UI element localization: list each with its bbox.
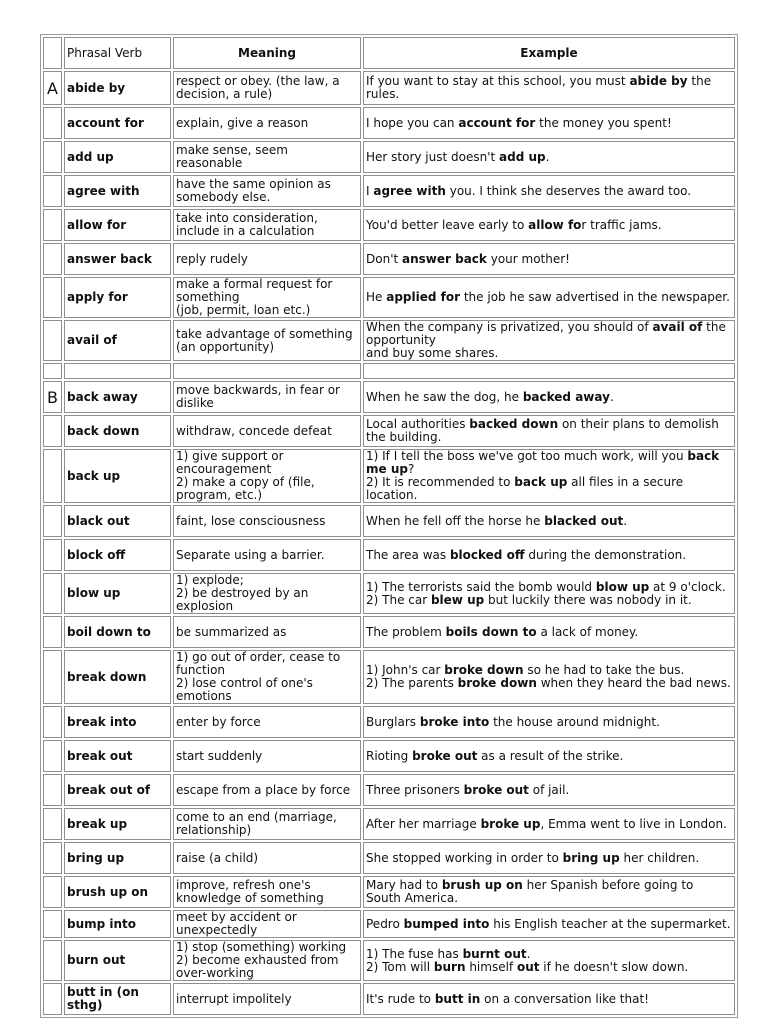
example-highlight: back up — [514, 475, 568, 489]
section-letter — [43, 175, 62, 207]
table-row — [43, 910, 735, 938]
example — [363, 940, 735, 981]
example-highlight: answer back — [402, 251, 487, 266]
section-letter — [43, 616, 62, 648]
table-row — [43, 381, 735, 413]
meaning: raise (a child) — [173, 842, 361, 874]
example-highlight: abide by — [629, 74, 688, 88]
example — [363, 650, 735, 704]
example-text: the job he saw advertised in the newspaper. — [460, 290, 730, 304]
section-letter — [43, 706, 62, 738]
meaning: start suddenly — [173, 740, 361, 772]
section-letter — [43, 539, 62, 571]
example-text: 1) If I tell the boss we've got too much work, will you — [366, 449, 688, 463]
section-letter: B — [43, 381, 62, 413]
section-letter — [43, 808, 62, 840]
table-row — [43, 363, 735, 379]
phrasal-verb: black out — [64, 505, 171, 537]
section-letter — [43, 107, 62, 139]
phrasal-verb: bring up — [64, 842, 171, 874]
example — [363, 706, 735, 738]
example-text: Mary had to — [366, 878, 442, 892]
example-text: Local authorities — [366, 417, 470, 431]
meaning — [173, 363, 361, 379]
header-meaning: Meaning — [173, 37, 361, 69]
example-text: When he saw the dog, he — [366, 389, 523, 404]
meaning: move backwards, in fear or dislike — [173, 381, 361, 413]
section-letter — [43, 910, 62, 938]
meaning: withdraw, concede defeat — [173, 415, 361, 447]
header-phrasal-verb: Phrasal Verb — [64, 37, 171, 69]
table-row — [43, 808, 735, 840]
example — [363, 277, 735, 318]
example-text: If you want to stay at this school, you must — [366, 74, 630, 88]
example-text: at 9 o'clock. 2) The car — [366, 579, 726, 607]
example-text: so he had to take the bus. 2) The parents — [366, 663, 685, 690]
phrasal-verb: break out of — [64, 774, 171, 806]
phrasal-verb: back up — [64, 449, 171, 503]
meaning: respect or obey. (the law, a decision, a rule) — [173, 71, 361, 105]
phrasal-verb: block off — [64, 539, 171, 571]
example — [363, 363, 735, 379]
table-row — [43, 277, 735, 318]
example — [363, 175, 735, 207]
meaning: improve, refresh one's knowledge of something — [173, 876, 361, 908]
example — [363, 539, 735, 571]
section-letter — [43, 209, 62, 241]
example-text: The area was — [366, 547, 450, 562]
section-letter — [43, 277, 62, 318]
table-row — [43, 940, 735, 981]
phrasal-verb: bump into — [64, 910, 171, 938]
example-highlight: boils down to — [445, 624, 537, 639]
example-text: , Emma went to live in London. — [540, 816, 727, 831]
meaning: be summarized as — [173, 616, 361, 648]
phrasal-verb: butt in (on sthg) — [64, 983, 171, 1015]
meaning: have the same opinion as somebody else. — [173, 175, 361, 207]
example-text: 1) The terrorists said the bomb would — [366, 579, 596, 594]
section-letter — [43, 449, 62, 503]
table-row — [43, 539, 735, 571]
phrasal-verb: boil down to — [64, 616, 171, 648]
table-row — [43, 573, 735, 614]
section-letter — [43, 505, 62, 537]
header-letter — [43, 37, 62, 69]
example-highlight: bumped into — [403, 916, 490, 931]
table-body — [43, 71, 735, 1015]
meaning: come to an end (marriage, relationship) — [173, 808, 361, 840]
meaning: 1) explode; 2) be destroyed by an explosion — [173, 573, 361, 614]
section-letter — [43, 983, 62, 1015]
example-highlight: out — [516, 959, 540, 974]
meaning: meet by accident or unexpectedly — [173, 910, 361, 938]
example-text: the rules. — [366, 74, 712, 101]
table-row — [43, 616, 735, 648]
example — [363, 740, 735, 772]
section-letter: A — [43, 71, 62, 105]
section-letter — [43, 243, 62, 275]
meaning: enter by force — [173, 706, 361, 738]
example-text: Don't — [366, 251, 403, 266]
example-text: on their plans to demolish the building. — [366, 417, 719, 444]
example-highlight: broke down — [444, 663, 524, 677]
example — [363, 876, 735, 908]
table-row — [43, 107, 735, 139]
table-row — [43, 449, 735, 503]
example-text: 1) John's car — [366, 663, 445, 677]
example — [363, 141, 735, 173]
example-highlight: broke up — [480, 816, 541, 831]
example-highlight: add up — [499, 149, 546, 164]
example-text: Rioting — [366, 748, 413, 763]
table-row — [43, 876, 735, 908]
table-row — [43, 774, 735, 806]
phrasal-verb: break into — [64, 706, 171, 738]
table-row — [43, 320, 735, 361]
phrasal-verb: back down — [64, 415, 171, 447]
meaning: faint, lose consciousness — [173, 505, 361, 537]
example-text: himself — [465, 959, 517, 974]
example-text: you. I think she deserves the award too. — [445, 183, 692, 198]
example-text: but luckily there was nobody in it. — [484, 592, 692, 607]
table-row — [43, 175, 735, 207]
example-text: ? 2) It is recommended to — [366, 462, 511, 489]
table-row — [43, 141, 735, 173]
example-text: r traffic jams. — [581, 217, 662, 232]
meaning: 1) stop (something) working 2) become exhausted from over-working — [173, 940, 361, 981]
table-row — [43, 505, 735, 537]
example — [363, 415, 735, 447]
phrasal-verb: break up — [64, 808, 171, 840]
example-text: After her marriage — [366, 816, 481, 831]
example-text: your mother! — [486, 251, 570, 266]
meaning: reply rudely — [173, 243, 361, 275]
example-text: the money you spent! — [535, 115, 672, 130]
phrasal-verb: break out — [64, 740, 171, 772]
example-highlight: allow fo — [528, 217, 582, 232]
example-highlight: brush up on — [441, 878, 523, 892]
table-row — [43, 243, 735, 275]
section-letter — [43, 363, 62, 379]
example-text: The problem — [366, 624, 446, 639]
example-highlight: butt in — [434, 991, 481, 1006]
example-text: her children. — [619, 850, 700, 865]
meaning: Separate using a barrier. — [173, 539, 361, 571]
example-text: on a conversation like that! — [480, 991, 649, 1006]
phrasal-verb: add up — [64, 141, 171, 173]
example-highlight: back me up — [366, 449, 720, 476]
example — [363, 381, 735, 413]
example-text: 1) The fuse has — [366, 946, 463, 961]
phrasal-verb: avail of — [64, 320, 171, 361]
phrasal-verb: back away — [64, 381, 171, 413]
example-text: . 2) Tom will — [366, 946, 531, 974]
example-highlight: backed down — [469, 417, 559, 431]
section-letter — [43, 876, 62, 908]
example — [363, 320, 735, 361]
example-highlight: backed away — [522, 389, 610, 404]
table-row — [43, 415, 735, 447]
example-text: You'd better leave early to — [366, 217, 529, 232]
phrasal-verb — [64, 363, 171, 379]
example-text: She stopped working in order to — [366, 850, 563, 865]
example-text: Her story just doesn't — [366, 149, 500, 164]
example-text: all files in a secure location. — [366, 475, 684, 502]
meaning: 1) go out of order, cease to function 2) lose control of one's emotions — [173, 650, 361, 704]
example — [363, 71, 735, 105]
example-highlight: broke out — [463, 782, 529, 797]
example — [363, 505, 735, 537]
example-text: . — [545, 149, 550, 164]
example-text: When the company is privatized, you should of — [366, 320, 653, 334]
example-text: . — [609, 389, 614, 404]
section-letter — [43, 415, 62, 447]
phrasal-verb: answer back — [64, 243, 171, 275]
phrasal-verb: abide by — [64, 71, 171, 105]
example-text: I hope you can — [366, 115, 459, 130]
section-letter — [43, 320, 62, 361]
example-highlight: agree with — [373, 183, 446, 198]
example-text: of jail. — [528, 782, 570, 797]
example-text: the house around midnight. — [489, 714, 660, 729]
example-highlight: broke out — [412, 748, 478, 763]
table-row — [43, 650, 735, 704]
example — [363, 842, 735, 874]
meaning: take advantage of something (an opportunity) — [173, 320, 361, 361]
example-text: his English teacher at the supermarket. — [489, 916, 731, 931]
phrasal-verb: account for — [64, 107, 171, 139]
example-text: . — [623, 513, 628, 528]
example — [363, 573, 735, 614]
example-text: When he fell off the horse he — [366, 513, 545, 528]
table-row — [43, 209, 735, 241]
table-row — [43, 71, 735, 105]
example-highlight: bring up — [562, 850, 620, 865]
phrasal-verb: blow up — [64, 573, 171, 614]
section-letter — [43, 940, 62, 981]
example-text: when they heard the bad news. — [536, 676, 731, 690]
section-letter — [43, 842, 62, 874]
example-text: if he doesn't slow down. — [539, 959, 689, 974]
example-highlight: broke into — [419, 714, 490, 729]
example-text: Burglars — [366, 714, 420, 729]
example-highlight: applied for — [386, 290, 461, 304]
phrasal-verb: allow for — [64, 209, 171, 241]
example-text: her Spanish before going to South America. — [366, 878, 694, 905]
example-highlight: account for — [458, 115, 536, 130]
meaning: escape from a place by force — [173, 774, 361, 806]
example-text: the opportunity and buy some shares. — [366, 320, 726, 360]
section-letter — [43, 141, 62, 173]
table-row — [43, 842, 735, 874]
section-letter — [43, 740, 62, 772]
table — [41, 35, 737, 1017]
phrasal-verb: break down — [64, 650, 171, 704]
meaning: 1) give support or encouragement 2) make a copy of (file, program, etc.) — [173, 449, 361, 503]
example-text: It's rude to — [366, 991, 435, 1006]
phrasal-verb: apply for — [64, 277, 171, 318]
example-highlight: blow up — [595, 579, 650, 594]
example-highlight: broke down — [457, 676, 537, 690]
meaning: make sense, seem reasonable — [173, 141, 361, 173]
example-text: I — [366, 183, 374, 198]
phrasal-verb: brush up on — [64, 876, 171, 908]
phrasal-verbs-table — [40, 34, 738, 1018]
example-highlight: blew up — [430, 592, 485, 607]
meaning: make a formal request for something (job, permit, loan etc.) — [173, 277, 361, 318]
example-text: He — [366, 290, 387, 304]
table-row — [43, 740, 735, 772]
meaning: explain, give a reason — [173, 107, 361, 139]
example — [363, 243, 735, 275]
example — [363, 910, 735, 938]
example-highlight: burnt out — [462, 946, 527, 961]
example-text: a lack of money. — [536, 624, 639, 639]
phrasal-verb: agree with — [64, 175, 171, 207]
example-highlight: burn — [433, 959, 466, 974]
meaning: take into consideration, include in a calculation — [173, 209, 361, 241]
example — [363, 107, 735, 139]
example-text: Three prisoners — [366, 782, 464, 797]
section-letter — [43, 573, 62, 614]
header-row — [43, 37, 735, 69]
phrasal-verb: burn out — [64, 940, 171, 981]
example — [363, 808, 735, 840]
example-highlight: avail of — [652, 320, 703, 334]
example-text: during the demonstration. — [524, 547, 687, 562]
example-text: Pedro — [366, 916, 404, 931]
header-example: Example — [363, 37, 735, 69]
example-highlight: blocked off — [449, 547, 525, 562]
section-letter — [43, 774, 62, 806]
section-letter — [43, 650, 62, 704]
example — [363, 616, 735, 648]
example — [363, 449, 735, 503]
example — [363, 209, 735, 241]
example — [363, 774, 735, 806]
example-text: as a result of the strike. — [477, 748, 624, 763]
example — [363, 983, 735, 1015]
meaning: interrupt impolitely — [173, 983, 361, 1015]
example-highlight: blacked out — [544, 513, 624, 528]
table-row — [43, 706, 735, 738]
table-row — [43, 983, 735, 1015]
